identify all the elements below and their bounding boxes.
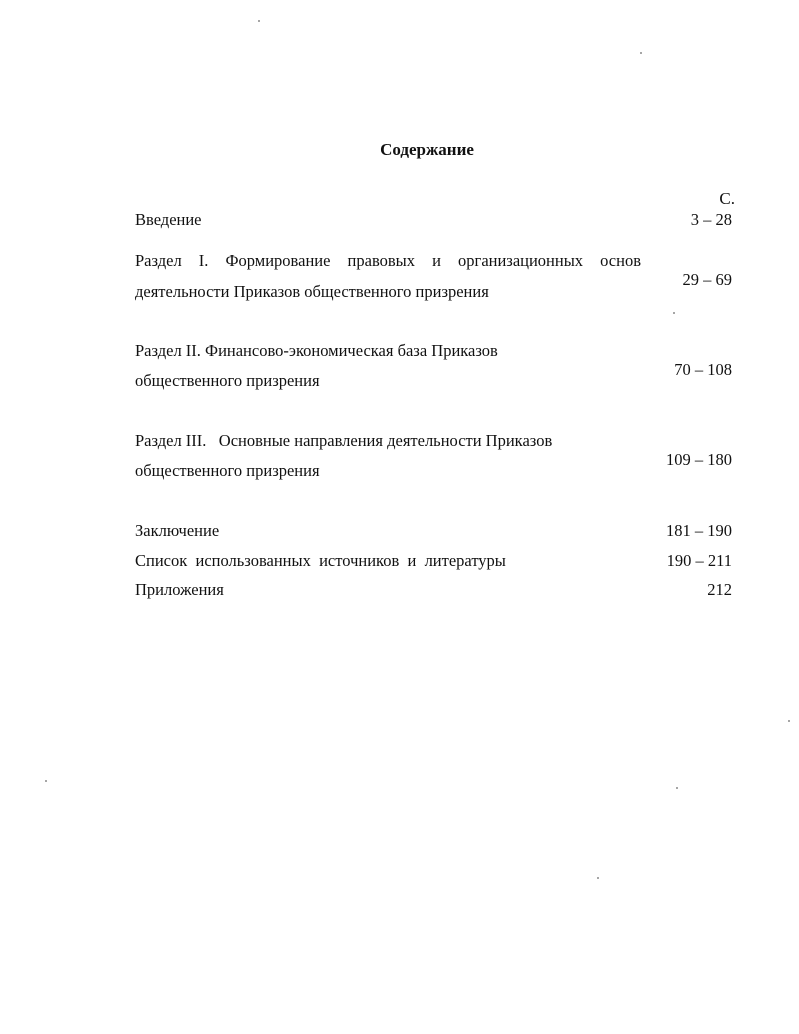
toc-title: Содержание [380, 140, 474, 159]
toc-entry-conclusion: Заключение [135, 521, 220, 540]
toc-entry-bibliography: Список использованных источников и литературы [135, 551, 506, 570]
toc-pages-appendices: 212 [707, 580, 732, 599]
scan-speck [640, 52, 642, 54]
toc-word: основ [600, 251, 641, 270]
toc-entry-introduction: Введение [135, 210, 202, 229]
scan-speck [258, 20, 260, 22]
toc-word: и [432, 251, 441, 270]
toc-pages-section-2: 70 – 108 [674, 360, 732, 379]
toc-entry-section-2-line-1: Раздел II. Финансово-экономическая база Приказов [135, 341, 498, 360]
toc-word: I. [198, 251, 209, 270]
toc-entry-section-3-line-1: Раздел III. Основные направления деятельности Приказов [135, 431, 553, 450]
scan-speck [788, 720, 790, 722]
scan-speck [597, 877, 599, 879]
scan-speck [673, 312, 675, 314]
toc-entry-appendices: Приложения [135, 580, 224, 599]
toc-word: правовых [347, 251, 416, 270]
toc-word: организационных [458, 251, 584, 270]
toc-word: Раздел [135, 251, 182, 270]
scan-speck [45, 780, 47, 782]
toc-pages-conclusion: 181 – 190 [666, 521, 732, 540]
toc-pages-introduction: 3 – 28 [690, 210, 732, 229]
toc-pages-bibliography: 190 – 211 [666, 551, 732, 570]
toc-entry-section-1-line-2: деятельности Приказов общественного призрения [135, 282, 489, 301]
toc-entry-section-3-line-2: общественного призрения [135, 461, 320, 480]
toc-pages-section-3: 109 – 180 [666, 450, 732, 469]
page-column-header: С. [719, 189, 735, 208]
toc-entry-section-1-line-1 [135, 251, 641, 271]
toc-word: Формирование [225, 251, 331, 270]
toc-pages-section-1: 29 – 69 [682, 270, 732, 289]
scan-speck [676, 787, 678, 789]
toc-entry-section-2-line-2: общественного призрения [135, 371, 320, 390]
